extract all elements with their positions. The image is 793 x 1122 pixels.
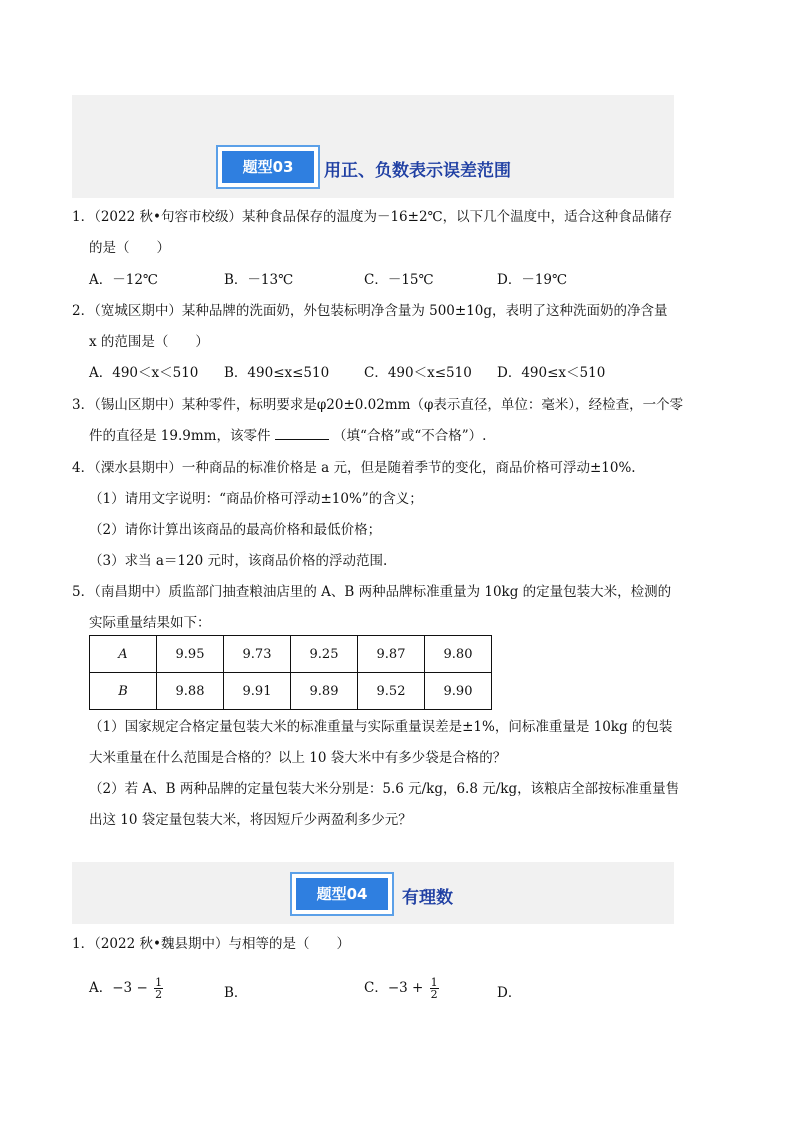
question-3-text-after-blank: （填“合格”或“不合格”）. [333, 428, 487, 444]
question-6-option-a [89, 976, 163, 1000]
table-cell: 9.52 [358, 673, 425, 710]
question-3-line-2 [89, 424, 486, 444]
table-cell: 9.73 [224, 636, 291, 673]
question-5-sub-2-line-1: （2）若 A、B 两种品牌的定量包装大米分别是：5.6 元/kg，6.8 元/kg，该粮店全部按标准重量售 [89, 781, 680, 797]
table-cell: B [90, 673, 157, 710]
fraction-denominator: 2 [430, 988, 438, 1001]
question-5-sub-2-line-2: 出这 10 袋定量包装大米，将因短斤少两盈利多少元？ [89, 812, 412, 828]
weight-table [89, 635, 492, 710]
question-1-option-b: B．－13℃ [224, 272, 294, 288]
table-row [90, 636, 492, 673]
table-cell: 9.25 [291, 636, 358, 673]
section-badge [216, 145, 320, 189]
section-title: 有理数 [402, 888, 453, 908]
question-5-sub-1-line-1: （1）国家规定合格定量包装大米的标准重量与实际重量误差是±1%，问标准重量是 10kg 的包装 [89, 719, 673, 735]
question-1-line-2: 的是（ ） [89, 240, 170, 256]
question-6-option-c [364, 976, 439, 1000]
question-2-option-c: C．490＜x≤510 [364, 365, 472, 381]
section-title: 用正、负数表示误差范围 [324, 161, 511, 181]
table-row [90, 673, 492, 710]
question-2-option-a: A．490＜x＜510 [89, 365, 199, 381]
section-badge [290, 872, 394, 916]
question-1-option-c: C．－15℃ [364, 272, 434, 288]
question-4-sub-1: （1）请用文字说明：“商品价格可浮动±10%”的含义； [89, 491, 423, 507]
question-4-line-1: 4．（溧水县期中）一种商品的标准价格是 a 元，但是随着季节的变化，商品价格可浮动±10%. [72, 460, 636, 476]
question-5-line-1: 5．（南昌期中）质监部门抽查粮油店里的 A、B 两种品牌标准重量为 10kg 的定量包装大米，检测的 [72, 584, 672, 600]
table-cell: 9.91 [224, 673, 291, 710]
fraction [154, 977, 163, 1000]
question-4-sub-2: （2）请你计算出该商品的最高价格和最低价格； [89, 522, 382, 538]
question-1-line-1: 1．（2022 秋•句容市校级）某种食品保存的温度为－16±2℃，以下几个温度中，适合这种食品储存 [72, 209, 673, 225]
question-6-line-1: 1．（2022 秋•魏县期中）与相等的是（ ） [72, 936, 350, 952]
question-1-option-d: D．－19℃ [497, 272, 568, 288]
table-cell: 9.95 [157, 636, 224, 673]
question-1-option-a: A．－12℃ [89, 272, 159, 288]
section-badge-label: 题型03 [222, 151, 314, 183]
question-2-line-2: x 的范围是（ ） [89, 334, 209, 350]
question-5-sub-1-line-2: 大米重量在什么范围是合格的？以上 10 袋大米中有多少袋是合格的？ [89, 750, 507, 766]
question-3-text-before-blank: 件的直径是 19.9mm，该零件 [89, 428, 271, 444]
question-2-option-d: D．490≤x＜510 [497, 365, 606, 381]
answer-blank[interactable] [275, 427, 329, 440]
question-5-line-2: 实际重量结果如下： [89, 615, 211, 631]
question-6-option-d: D． [497, 985, 522, 1001]
table-cell: 9.87 [358, 636, 425, 673]
fraction-numerator: 1 [155, 976, 163, 989]
fraction-denominator: 2 [155, 988, 163, 1001]
fraction [430, 977, 439, 1000]
table-cell: 9.90 [425, 673, 492, 710]
question-2-line-1: 2．（宽城区期中）某种品牌的洗面奶，外包装标明净含量为 500±10g，表明了这种洗面奶的净含量 [72, 303, 668, 319]
question-6-option-b: B． [224, 985, 248, 1001]
question-4-sub-3: （3）求当 a＝120 元时，该商品价格的浮动范围. [89, 553, 388, 569]
question-2-option-b: B．490≤x≤510 [224, 365, 330, 381]
table-cell: 9.80 [425, 636, 492, 673]
table-cell: 9.88 [157, 673, 224, 710]
option-c-label: C．−3 + [364, 980, 424, 996]
fraction-numerator: 1 [430, 976, 438, 989]
question-3-line-1: 3．（锡山区期中）某种零件，标明要求是φ20±0.02mm（φ表示直径，单位：毫米），经检查，一个零 [72, 397, 684, 413]
section-header-band [72, 95, 674, 198]
table-cell: 9.89 [291, 673, 358, 710]
table-cell: A [90, 636, 157, 673]
option-a-label: A．−3 − [89, 980, 148, 996]
section-badge-label: 题型04 [296, 878, 388, 910]
